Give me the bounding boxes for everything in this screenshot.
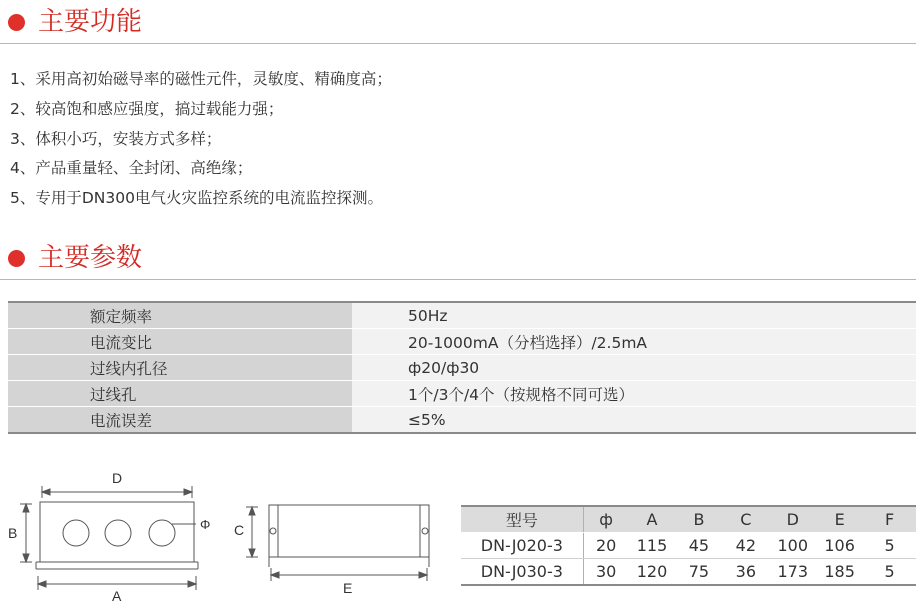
bullet-dot-icon [8,250,25,267]
ct-side-body [269,505,429,557]
hole-circle-1 [63,520,89,546]
param-row [8,355,916,381]
param-value: ф20/ф30 [352,355,916,381]
value-cell: 120 [629,559,676,586]
mount-hole-icon [270,528,276,534]
section-title-functions: 主要功能 [38,7,143,37]
params-table [8,301,916,434]
dim-c-line [246,507,258,557]
value-cell: 30 [583,559,628,586]
param-key: 电流变比 [8,329,352,355]
value-cell: 20 [583,533,628,559]
dim-b-line [20,504,32,562]
label-b: B [8,525,18,541]
mount-hole-icon [422,528,428,534]
label-c: C [234,522,245,538]
label-a: A [112,588,122,604]
param-key: 电流误差 [8,407,352,434]
feature-item-1: 1、采用高初始磁导率的磁性元件，灵敏度、精确度高； [10,70,392,88]
param-key: 额定频率 [8,302,352,329]
table-row [461,559,916,586]
param-value: ≤5% [352,407,916,434]
value-cell: 185 [816,559,863,586]
model-cell: DN-J030-3 [461,559,583,586]
hole-circle-3 [149,520,175,546]
header-cell: ф [583,506,628,533]
value-cell: 45 [675,533,722,559]
value-cell: 5 [863,533,916,559]
param-row [8,302,916,329]
bullet-dot-icon [8,14,25,31]
param-value: 20-1000mA（分档选择）/2.5mA [352,329,916,355]
section-divider [0,43,916,44]
value-cell: 106 [816,533,863,559]
param-row [8,329,916,355]
header-cell: 型号 [461,506,583,533]
header-cell: F [863,506,916,533]
section-divider [0,279,916,280]
param-value: 1个/3个/4个（按规格不同可选） [352,381,916,407]
label-d: D [112,470,123,486]
feature-item-3: 3、体积小巧，安装方式多样； [10,130,222,148]
value-cell: 100 [769,533,816,559]
feature-item-2: 2、较高饱和感应强度，搞过载能力强； [10,100,284,118]
label-phi: Φ [200,517,211,532]
value-cell: 5 [863,559,916,586]
value-cell: 173 [769,559,816,586]
dim-d-line [42,486,192,498]
param-key: 过线内孔径 [8,355,352,381]
section-title-params: 主要参数 [38,243,143,273]
hole-circle-2 [105,520,131,546]
header-cell: D [769,506,816,533]
feature-item-4: 4、产品重量轻、全封闭、高绝缘； [10,159,253,177]
header-cell: C [722,506,769,533]
param-row [8,381,916,407]
param-row [8,407,916,434]
param-value: 50Hz [352,302,916,329]
feature-item-5: 5、专用于DN300电气火灾监控系统的电流监控探测。 [10,189,383,207]
header-cell: A [629,506,676,533]
dimension-drawing [0,462,440,604]
table-header-row [461,506,916,533]
value-cell: 36 [722,559,769,586]
param-key: 过线孔 [8,381,352,407]
header-cell: E [816,506,863,533]
model-cell: DN-J020-3 [461,533,583,559]
value-cell: 42 [722,533,769,559]
dimensions-table [461,505,916,586]
section-params-header [0,238,920,280]
section-functions-header [0,2,920,44]
table-row [461,533,916,559]
value-cell: 75 [675,559,722,586]
value-cell: 115 [629,533,676,559]
header-cell: B [675,506,722,533]
label-e: E [343,580,353,596]
